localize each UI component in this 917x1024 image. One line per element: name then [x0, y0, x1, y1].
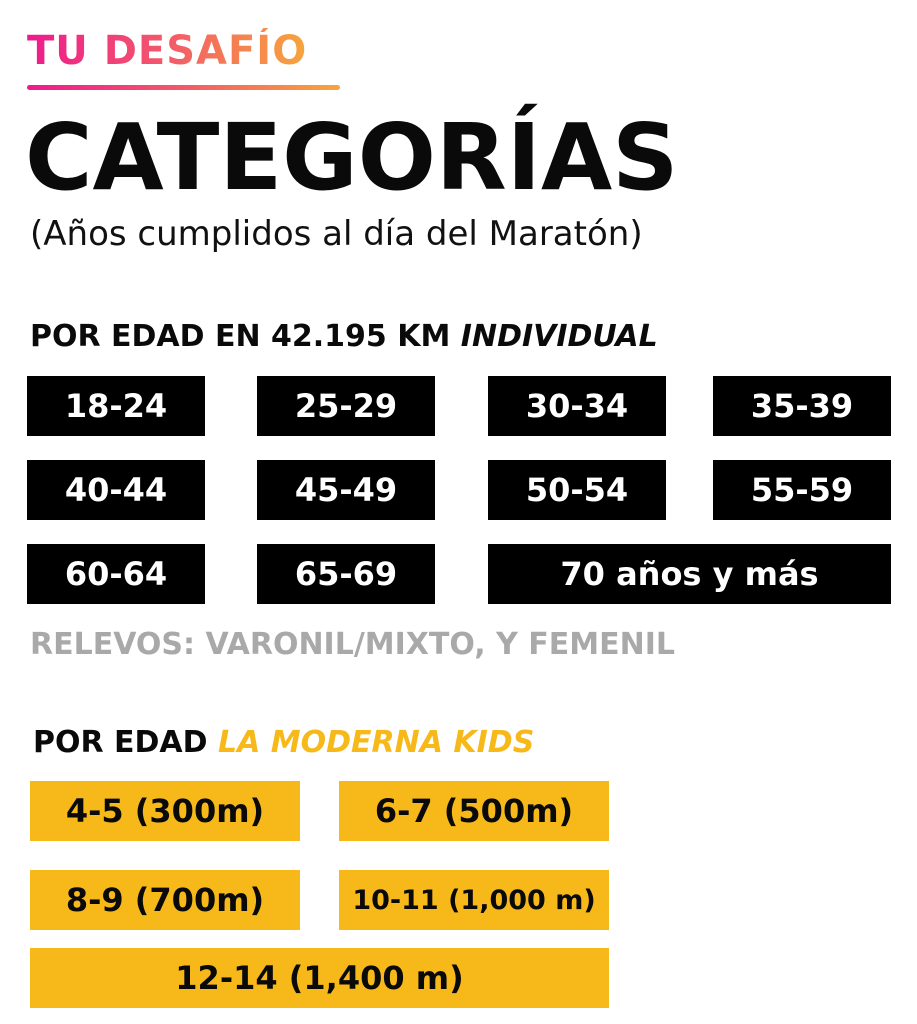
kids-section-title: [33, 724, 534, 762]
kids-category-label: 10-11 (1,000 m): [352, 884, 596, 916]
kids-category-box: [339, 781, 609, 841]
category-label: 30-34: [525, 387, 629, 425]
category-box: [27, 544, 205, 604]
category-label: 35-39: [750, 387, 854, 425]
category-label: 60-64: [64, 555, 168, 593]
category-box: [713, 460, 891, 520]
category-label: 25-29: [294, 387, 398, 425]
category-label: 55-59: [750, 471, 854, 509]
kicker-underline: [27, 85, 340, 90]
kids-category-box: [30, 781, 300, 841]
category-box: [713, 376, 891, 436]
category-box: [27, 460, 205, 520]
category-box: [27, 376, 205, 436]
category-box: [257, 544, 435, 604]
kids-category-box: [30, 870, 300, 930]
category-box: [257, 460, 435, 520]
kids-section-title-emphasis: LA MODERNA KIDS: [218, 725, 535, 760]
category-label: 65-69: [294, 555, 398, 593]
category-label: 50-54: [525, 471, 629, 509]
kids-category-label: 12-14 (1,400 m): [175, 959, 464, 997]
kids-category-label: 6-7 (500m): [374, 792, 574, 830]
page-subtitle: (Años cumplidos al día del Maratón): [30, 214, 643, 254]
kids-category-box: [339, 870, 609, 930]
category-box: [488, 460, 666, 520]
relevos-note: RELEVOS: VARONIL/MIXTO, Y FEMENIL: [30, 627, 675, 662]
category-label: 45-49: [294, 471, 398, 509]
category-box: [257, 376, 435, 436]
marathon-section-title-prefix: POR EDAD EN 42.195 KM: [30, 319, 461, 354]
page-title: CATEGORÍAS: [25, 104, 679, 211]
kicker-heading: TU DESAFÍO: [27, 28, 308, 74]
kids-category-label: 4-5 (300m): [65, 792, 265, 830]
kids-category-label: 8-9 (700m): [65, 881, 265, 919]
category-label: 70 años y más: [560, 555, 819, 593]
category-box: [488, 376, 666, 436]
category-label: 40-44: [64, 471, 168, 509]
marathon-section-title-emphasis: INDIVIDUAL: [460, 319, 658, 354]
category-label: 18-24: [64, 387, 168, 425]
kids-section-title-prefix: POR EDAD: [33, 725, 218, 760]
marathon-section-title: [30, 318, 658, 356]
kids-category-box-wide: [30, 948, 609, 1008]
category-box-wide: [488, 544, 891, 604]
